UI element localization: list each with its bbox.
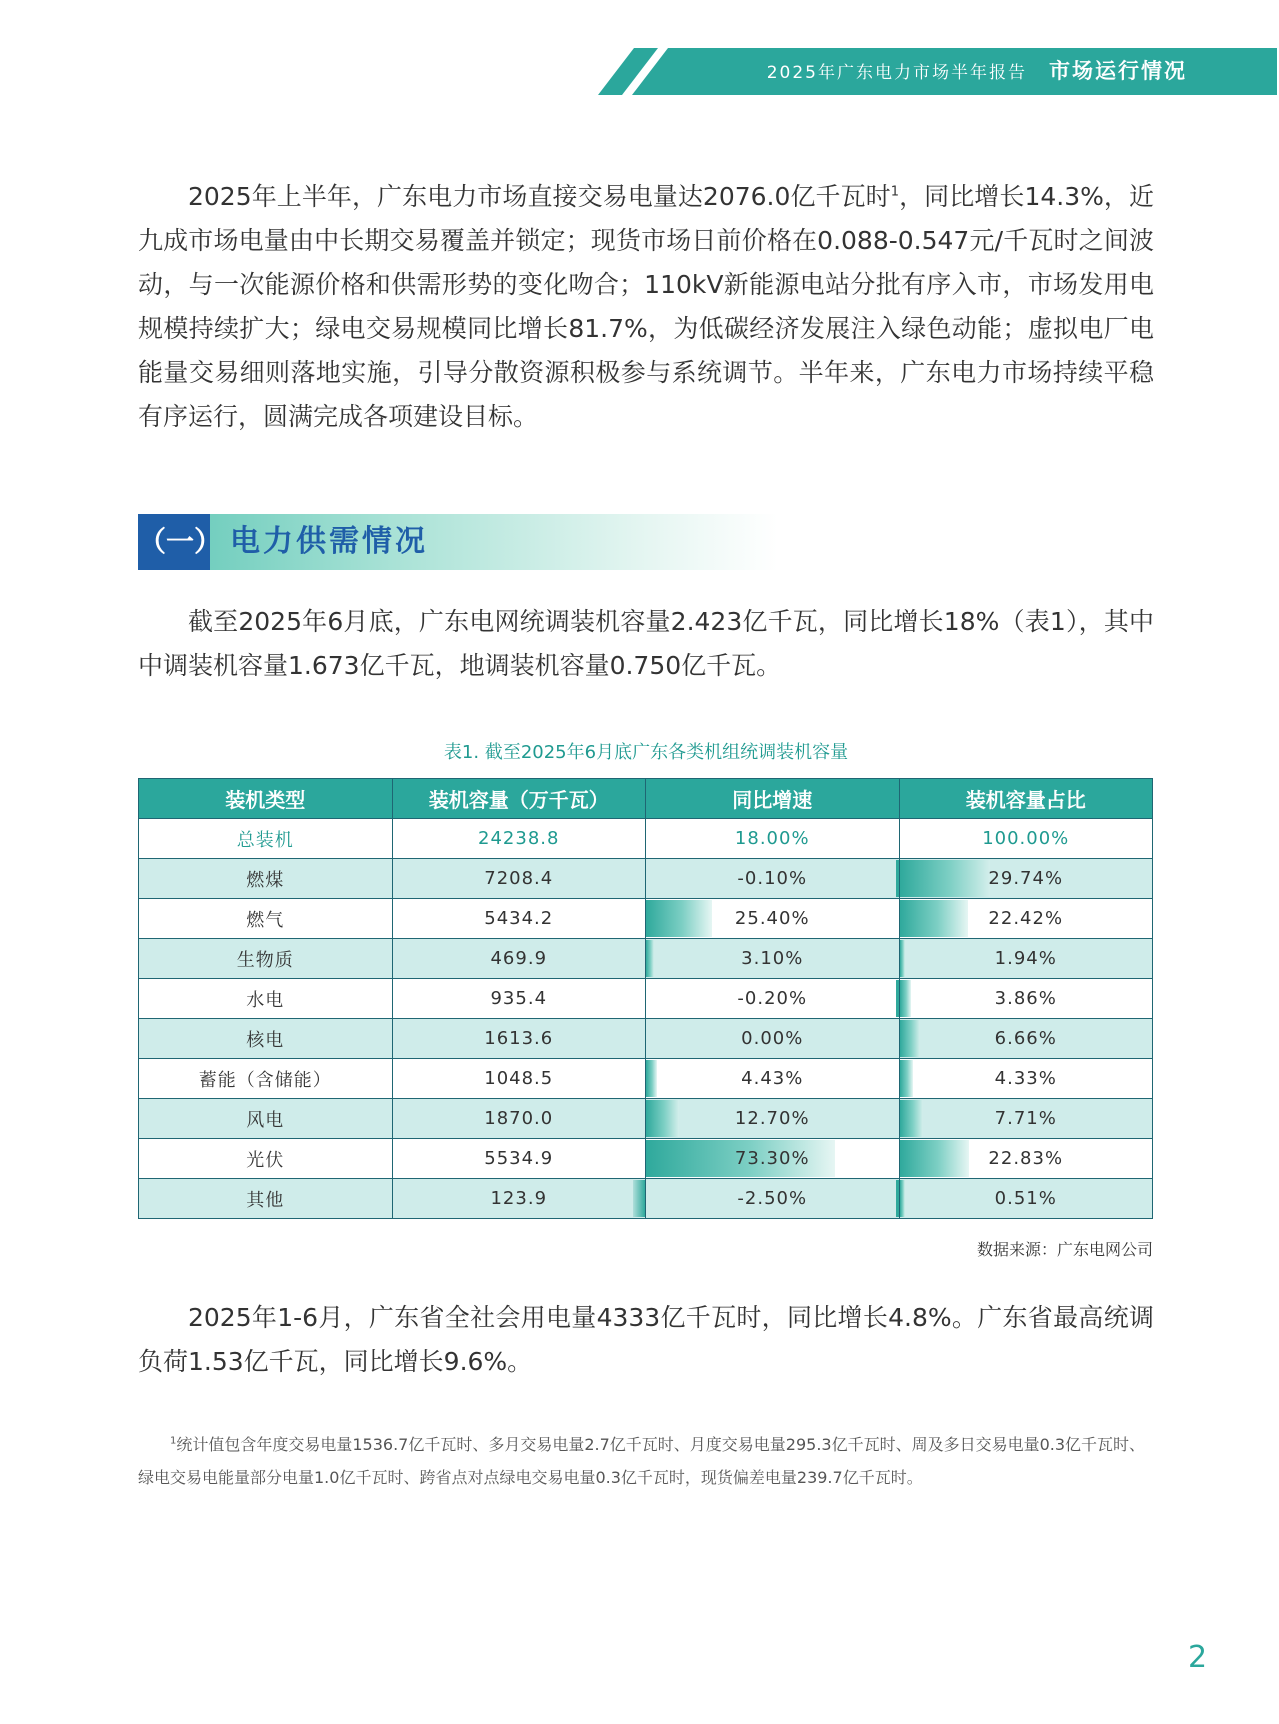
cell-capacity [392,1139,646,1179]
cell-growth [646,1059,900,1099]
cell-share-text: 0.51% [994,1188,1057,1209]
cell-capacity-text: 1870.0 [484,1108,554,1129]
header-text [767,48,1187,95]
chapter-title: 市场运行情况 [1049,59,1187,83]
cell-type [139,1179,393,1219]
footnote-text: 统计值包含年度交易电量1536.7亿千瓦时、多月交易电量2.7亿千瓦时、月度交易电量295.3亿千瓦时、周及多日交易电量0.3亿千瓦时、绿电交易电能量部分电量1.0亿千瓦时、跨省点对点绿电交易电量0.3亿千瓦时，现货偏差电量239.7亿千瓦时。 [138,1435,1146,1487]
capacity-paragraph: 截至2025年6月底，广东电网统调装机容量2.423亿千瓦，同比增长18%（表1），其中中调装机容量1.673亿千瓦，地调装机容量0.750亿千瓦。 [138,607,1154,680]
cell-growth [646,979,900,1019]
section-title: 电力供需情况 [230,524,428,559]
header-banner [598,48,1277,95]
cell-growth-text: -0.20% [737,988,808,1009]
cell-growth-text: -0.10% [737,868,808,889]
intro-paragraph [138,175,1154,439]
cell-type: 总装机 [139,819,393,859]
cell-type [139,1099,393,1139]
cell-capacity [392,859,646,899]
share-bar [900,1140,970,1177]
cell-growth-text: 4.43% [741,1068,804,1089]
cell-share [899,899,1153,939]
cell-share [899,1019,1153,1059]
cell-type-text: 蓄能（含储能） [198,1069,332,1091]
cell-capacity-text: 935.4 [490,988,548,1009]
cell-capacity-text: 1613.6 [484,1028,554,1049]
cell-capacity-text: 123.9 [490,1188,548,1209]
share-bar [900,940,906,977]
cell-share [899,1139,1153,1179]
table-row [139,979,1153,1019]
cell-capacity-text: 5434.2 [484,908,554,929]
table-row [139,1059,1153,1099]
table-caption: 表1. 截至2025年6月底广东各类机组统调装机容量 [443,742,849,763]
cell-type-text: 燃气 [246,909,285,931]
cell-type [139,1139,393,1179]
cell-type-text: 核电 [246,1029,285,1051]
share-bar [900,980,912,1017]
cell-capacity [392,1059,646,1099]
cell-type [139,939,393,979]
growth-bar [646,1100,679,1137]
cell-capacity: 24238.8 [392,819,646,859]
capacity-edge-bar [633,1180,645,1217]
section-header [138,514,778,570]
cell-share-text: 6.66% [994,1028,1057,1049]
data-source: 数据来源：广东电网公司 [976,1240,1153,1259]
share-bar [900,1100,924,1137]
growth-bar [646,1060,657,1097]
cell-type [139,1059,393,1099]
cell-share [899,939,1153,979]
cell-growth-text: 12.70% [734,1108,810,1129]
cell-growth [646,1019,900,1059]
cell-growth-text: -2.50% [737,1188,808,1209]
cell-type [139,859,393,899]
table-row [139,899,1153,939]
cell-capacity-text: 7208.4 [484,868,554,889]
cell-type [139,1019,393,1059]
consumption-paragraph: 2025年1-6月，广东省全社会用电量4333亿千瓦时，同比增长4.8%。广东省最高统调负荷1.53亿千瓦，同比增长9.6%。 [138,1303,1154,1376]
cell-share-text: 22.83% [988,1148,1064,1169]
report-name: 2025年广东电力市场半年报告 [766,63,1027,83]
page-number: 2 [1188,1640,1208,1675]
footnote-mark: 1 [170,1435,177,1447]
cell-growth-text: 3.10% [741,948,804,969]
cell-type-text: 风电 [246,1109,285,1131]
cell-share-text: 3.86% [994,988,1057,1009]
table-row [139,1179,1153,1219]
cell-share: 100.00% [899,819,1153,859]
cell-share-text: 1.94% [994,948,1057,969]
cell-type-text: 光伏 [246,1149,285,1171]
cell-share [899,859,1153,899]
cell-type-text: 燃煤 [246,869,285,891]
cell-capacity [392,939,646,979]
cell-growth-text: 25.40% [734,908,810,929]
cell-capacity [392,1099,646,1139]
col-header-type: 装机类型 [139,779,393,819]
cell-share [899,979,1153,1019]
cell-type-text: 其他 [246,1189,285,1211]
cell-share-text: 29.74% [988,868,1064,889]
share-bar [900,1020,920,1057]
cell-growth [646,939,900,979]
cell-capacity [392,979,646,1019]
cell-type-text: 生物质 [236,949,294,971]
cell-capacity [392,899,646,939]
cell-growth: 18.00% [646,819,900,859]
table-row [139,939,1153,979]
capacity-table [138,778,1153,1219]
cell-share [899,1099,1153,1139]
cell-type [139,899,393,939]
cell-growth-text: 73.30% [734,1148,810,1169]
table-header-row [139,779,1153,819]
share-bar [900,860,991,897]
footnote-ref[interactable]: 1 [890,184,900,200]
cell-type-text: 水电 [246,989,285,1011]
cell-capacity-text: 1048.5 [484,1068,554,1089]
table-row [139,1019,1153,1059]
cell-growth-text: 0.00% [741,1028,804,1049]
cell-type [139,979,393,1019]
intro-part1: 2025年上半年，广东电力市场直接交易电量达2076.0亿千瓦时 [188,182,891,211]
cell-growth [646,1099,900,1139]
table-row-total [139,819,1153,859]
col-header-capacity: 装机容量（万千瓦） [392,779,646,819]
table-row [139,1099,1153,1139]
cell-growth [646,859,900,899]
col-header-growth: 同比增速 [646,779,900,819]
cell-capacity-text: 5534.9 [484,1148,554,1169]
cell-growth [646,1139,900,1179]
table-row [139,1139,1153,1179]
share-bar [900,900,969,937]
cell-capacity [392,1019,646,1059]
table-row [139,859,1153,899]
section-number: （一） [138,514,210,570]
cell-share-text: 7.71% [994,1108,1057,1129]
footnote [138,1428,1154,1494]
cell-share-text: 4.33% [994,1068,1057,1089]
cell-share-text: 22.42% [988,908,1064,929]
growth-bar [646,900,712,937]
cell-share [899,1179,1153,1219]
col-header-share: 装机容量占比 [899,779,1153,819]
cell-growth [646,1179,900,1219]
cell-growth [646,899,900,939]
share-bar [900,1060,913,1097]
cell-capacity-text: 469.9 [490,948,548,969]
share-bar [900,1180,905,1217]
intro-part2: ，同比增长14.3%，近九成市场电量由中长期交易覆盖并锁定；现货市场日前价格在0.088-0.547元/千瓦时之间波动，与一次能源价格和供需形势的变化吻合；110kV新能源电站分批有序入市，市场发用电规模持续扩大；绿电交易规模同比增长81.7%，为低碳经济发展注入绿色动能；虚拟电厂电能量交易细则落地实施，引导分散资源积极参与系统调节。半年来，广东电力市场持续平稳有序运行，圆满完成各项建设目标。 [138,182,1154,431]
growth-bar [646,940,654,977]
cell-capacity [392,1179,646,1219]
cell-share [899,1059,1153,1099]
